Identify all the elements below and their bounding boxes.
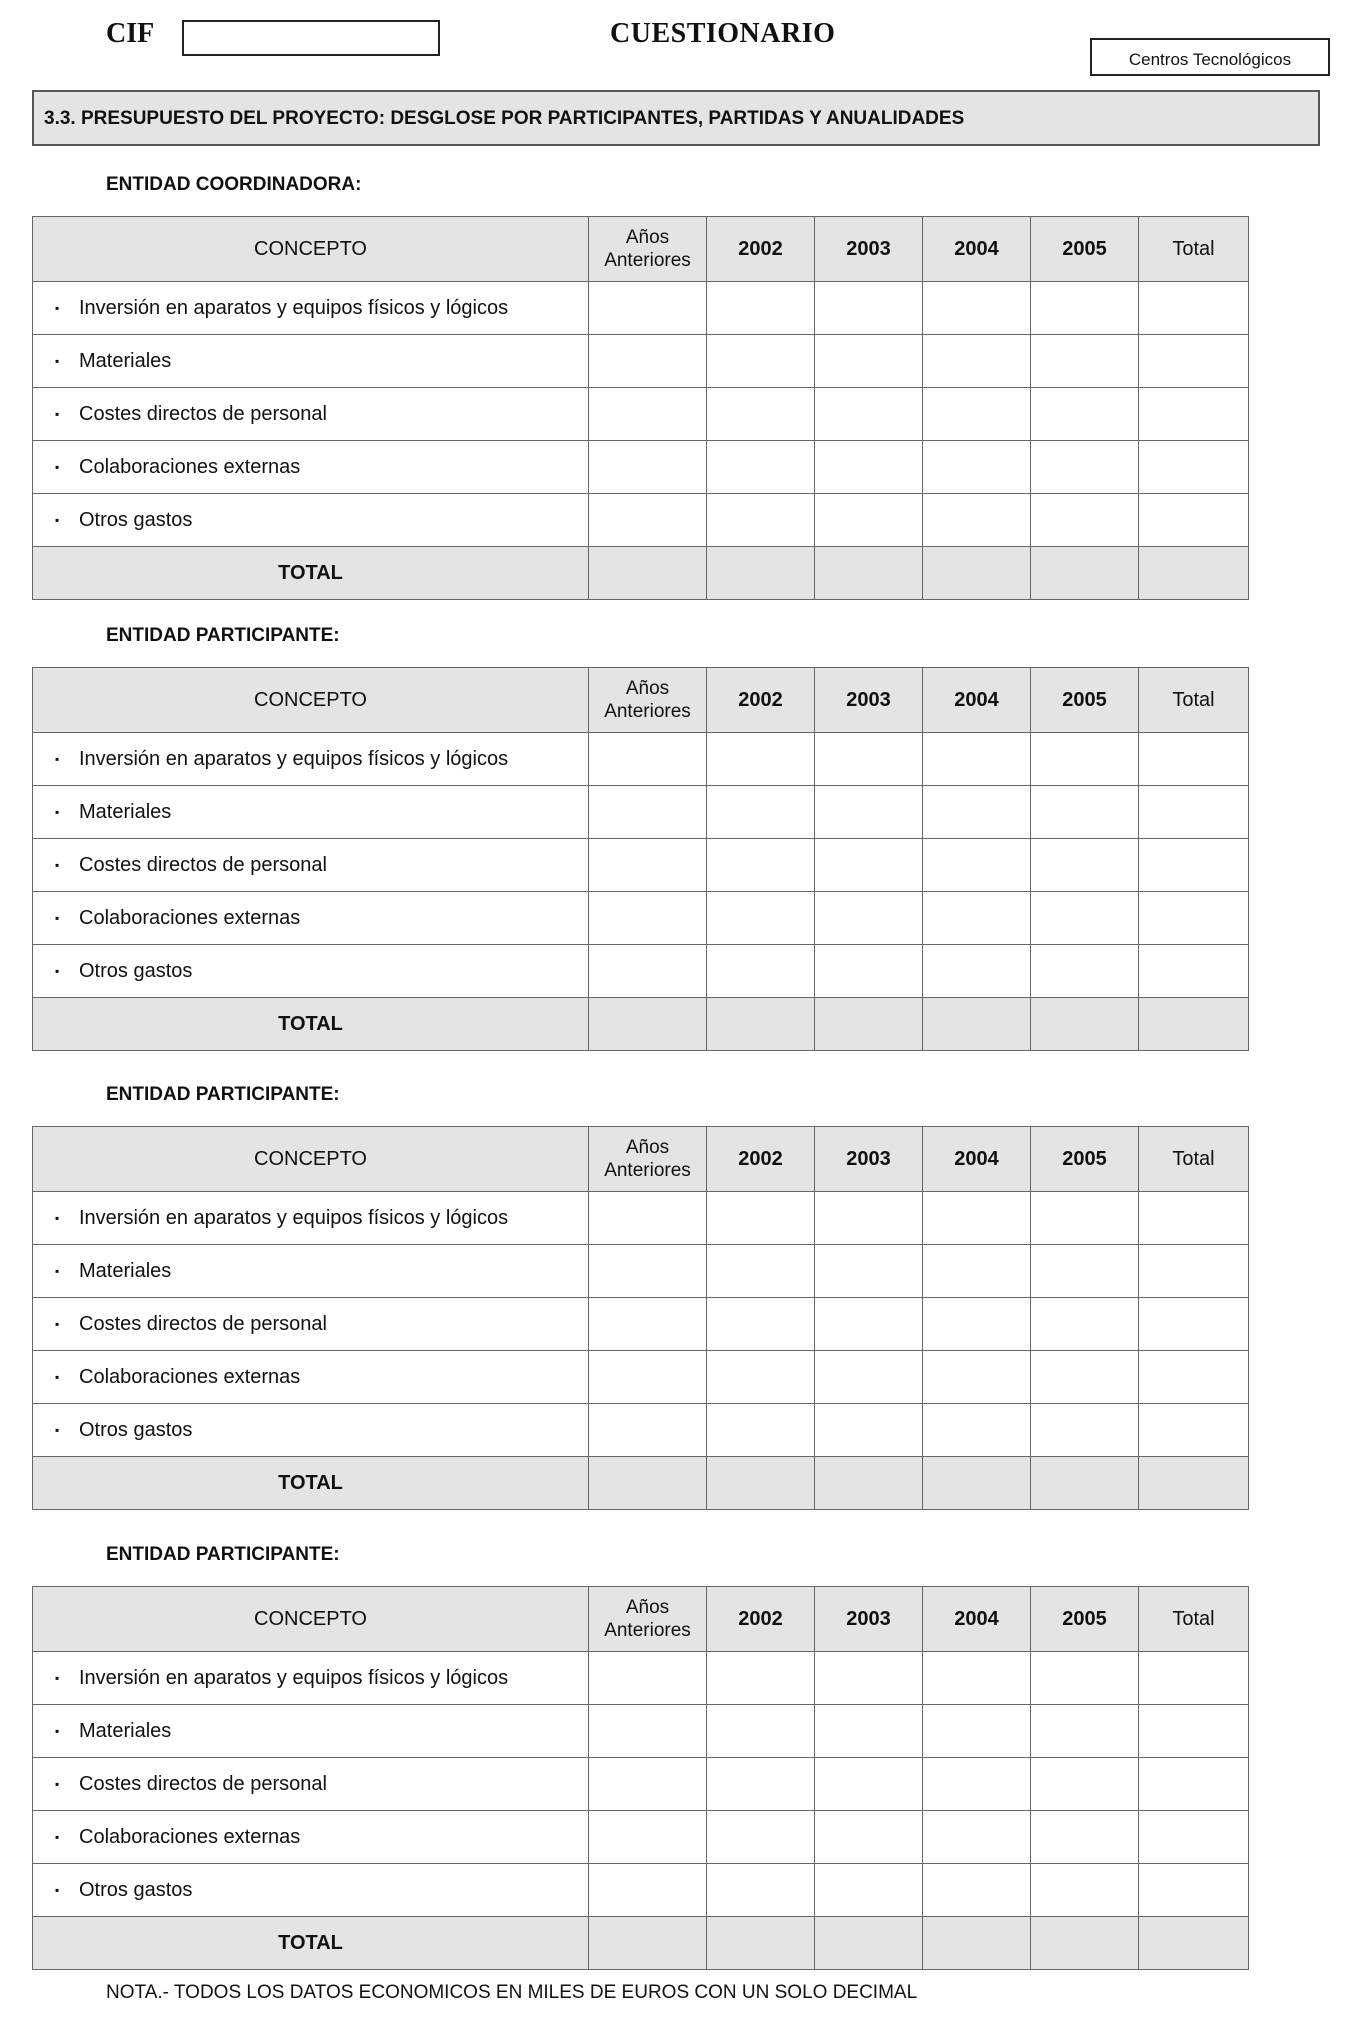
total-amount-cell[interactable] [1139, 1917, 1249, 1970]
column-header-year: 2004 [923, 668, 1031, 733]
row-label: Otros gastos [79, 508, 193, 531]
amount-cell[interactable] [923, 1298, 1031, 1351]
table-row [33, 733, 1249, 786]
column-header-total: Total [1139, 1127, 1249, 1192]
amount-cell[interactable] [923, 1351, 1031, 1404]
amount-cell[interactable] [589, 282, 707, 335]
table-row [33, 1705, 1249, 1758]
bullet-icon: ▪ [55, 1423, 60, 1438]
column-header-anos-anteriores [589, 217, 707, 282]
column-header-year: 2005 [1031, 217, 1139, 282]
amount-cell[interactable] [923, 733, 1031, 786]
row-label: Materiales [79, 1259, 172, 1282]
table-header-row [33, 668, 1249, 733]
amount-cell[interactable] [1031, 892, 1139, 945]
total-label: TOTAL [33, 547, 589, 600]
entity-participant-heading: ENTIDAD PARTICIPANTE: [106, 1084, 340, 1105]
amount-cell[interactable] [923, 786, 1031, 839]
amount-cell[interactable] [707, 839, 815, 892]
budget-table [32, 1126, 1249, 1510]
column-header-year: 2003 [815, 668, 923, 733]
total-amount-cell[interactable] [589, 1457, 707, 1510]
total-amount-cell[interactable] [707, 1917, 815, 1970]
table-row [33, 494, 1249, 547]
bullet-icon: ▪ [55, 1883, 60, 1898]
amount-cell[interactable] [1139, 1192, 1249, 1245]
cif-label: CIF [106, 18, 155, 49]
column-header-concepto: CONCEPTO [33, 1127, 589, 1192]
amount-cell[interactable] [589, 1245, 707, 1298]
row-concept [33, 1652, 589, 1705]
bullet-icon: ▪ [55, 964, 60, 979]
amount-cell[interactable] [1031, 1351, 1139, 1404]
amount-cell[interactable] [1139, 388, 1249, 441]
table-row [33, 892, 1249, 945]
amount-cell[interactable] [589, 1758, 707, 1811]
row-concept [33, 1758, 589, 1811]
table-row [33, 1758, 1249, 1811]
column-header-anos-line2: Anteriores [604, 701, 691, 722]
total-amount-cell[interactable] [815, 1917, 923, 1970]
amount-cell[interactable] [1031, 1245, 1139, 1298]
footnote: NOTA.- TODOS LOS DATOS ECONOMICOS EN MILES DE EUROS CON UN SOLO DECIMAL [106, 1982, 918, 2003]
amount-cell[interactable] [923, 441, 1031, 494]
row-label: Colaboraciones externas [79, 455, 301, 478]
column-header-year: 2003 [815, 1587, 923, 1652]
amount-cell[interactable] [589, 892, 707, 945]
total-amount-cell[interactable] [1139, 998, 1249, 1051]
amount-cell[interactable] [1139, 945, 1249, 998]
row-label: Costes directos de personal [79, 1772, 327, 1795]
amount-cell[interactable] [815, 441, 923, 494]
amount-cell[interactable] [589, 441, 707, 494]
total-row [33, 998, 1249, 1051]
amount-cell[interactable] [707, 1652, 815, 1705]
amount-cell[interactable] [589, 1652, 707, 1705]
row-concept [33, 494, 589, 547]
column-header-anos-line2: Anteriores [604, 250, 691, 271]
column-header-anos-anteriores [589, 1127, 707, 1192]
amount-cell[interactable] [1139, 786, 1249, 839]
column-header-year: 2003 [815, 217, 923, 282]
row-label: Colaboraciones externas [79, 906, 301, 929]
section-title: 3.3. PRESUPUESTO DEL PROYECTO: DESGLOSE POR PARTICIPANTES, PARTIDAS Y ANUALIDADES [32, 90, 1320, 146]
amount-cell[interactable] [589, 494, 707, 547]
bullet-icon: ▪ [55, 354, 60, 369]
total-row [33, 547, 1249, 600]
amount-cell[interactable] [1031, 839, 1139, 892]
amount-cell[interactable] [707, 786, 815, 839]
row-concept [33, 1404, 589, 1457]
total-amount-cell[interactable] [1031, 1917, 1139, 1970]
amount-cell[interactable] [815, 1864, 923, 1917]
table-row [33, 786, 1249, 839]
amount-cell[interactable] [589, 733, 707, 786]
total-amount-cell[interactable] [707, 547, 815, 600]
document-title: CUESTIONARIO [610, 18, 836, 49]
column-header-total: Total [1139, 668, 1249, 733]
row-label: Otros gastos [79, 959, 193, 982]
total-amount-cell[interactable] [1031, 547, 1139, 600]
amount-cell[interactable] [923, 1864, 1031, 1917]
amount-cell[interactable] [923, 1652, 1031, 1705]
row-label: Costes directos de personal [79, 853, 327, 876]
budget-table [32, 667, 1249, 1051]
amount-cell[interactable] [707, 945, 815, 998]
amount-cell[interactable] [707, 1298, 815, 1351]
amount-cell[interactable] [1031, 1705, 1139, 1758]
row-concept [33, 1705, 589, 1758]
amount-cell[interactable] [707, 1351, 815, 1404]
table-row [33, 1811, 1249, 1864]
amount-cell[interactable] [1139, 282, 1249, 335]
total-amount-cell[interactable] [815, 1457, 923, 1510]
table-row [33, 282, 1249, 335]
amount-cell[interactable] [815, 1811, 923, 1864]
amount-cell[interactable] [589, 1404, 707, 1457]
amount-cell[interactable] [1031, 1811, 1139, 1864]
amount-cell[interactable] [1031, 335, 1139, 388]
column-header-year: 2002 [707, 217, 815, 282]
bullet-icon: ▪ [55, 460, 60, 475]
column-header-year: 2004 [923, 217, 1031, 282]
amount-cell[interactable] [707, 282, 815, 335]
amount-cell[interactable] [1139, 1864, 1249, 1917]
row-label: Otros gastos [79, 1878, 193, 1901]
column-header-anos-line1: Años [625, 227, 670, 248]
total-amount-cell[interactable] [1139, 1457, 1249, 1510]
total-amount-cell[interactable] [1031, 1457, 1139, 1510]
amount-cell[interactable] [923, 839, 1031, 892]
amount-cell[interactable] [923, 494, 1031, 547]
amount-cell[interactable] [1139, 1758, 1249, 1811]
row-label: Otros gastos [79, 1418, 193, 1441]
entity-participant-heading: ENTIDAD PARTICIPANTE: [106, 625, 340, 646]
amount-cell[interactable] [923, 1705, 1031, 1758]
table-row [33, 1298, 1249, 1351]
amount-cell[interactable] [1139, 839, 1249, 892]
column-header-anos-line2: Anteriores [604, 1620, 691, 1641]
amount-cell[interactable] [707, 1864, 815, 1917]
total-amount-cell[interactable] [815, 547, 923, 600]
amount-cell[interactable] [1139, 335, 1249, 388]
row-concept [33, 733, 589, 786]
amount-cell[interactable] [1139, 1404, 1249, 1457]
row-concept [33, 1864, 589, 1917]
amount-cell[interactable] [1031, 733, 1139, 786]
column-header-total: Total [1139, 217, 1249, 282]
amount-cell[interactable] [707, 1811, 815, 1864]
amount-cell[interactable] [923, 282, 1031, 335]
amount-cell[interactable] [1031, 441, 1139, 494]
amount-cell[interactable] [1031, 1298, 1139, 1351]
amount-cell[interactable] [815, 388, 923, 441]
amount-cell[interactable] [815, 945, 923, 998]
amount-cell[interactable] [1031, 1864, 1139, 1917]
amount-cell[interactable] [815, 839, 923, 892]
total-amount-cell[interactable] [707, 1457, 815, 1510]
bullet-icon: ▪ [55, 1777, 60, 1792]
column-header-year: 2004 [923, 1127, 1031, 1192]
amount-cell[interactable] [707, 733, 815, 786]
column-header-year: 2004 [923, 1587, 1031, 1652]
table-row [33, 388, 1249, 441]
bullet-icon: ▪ [55, 911, 60, 926]
amount-cell[interactable] [923, 388, 1031, 441]
total-amount-cell[interactable] [815, 998, 923, 1051]
amount-cell[interactable] [1031, 1758, 1139, 1811]
amount-cell[interactable] [1139, 1351, 1249, 1404]
amount-cell[interactable] [923, 1758, 1031, 1811]
row-concept [33, 1811, 589, 1864]
amount-cell[interactable] [589, 1192, 707, 1245]
amount-cell[interactable] [923, 1404, 1031, 1457]
row-concept [33, 839, 589, 892]
amount-cell[interactable] [923, 1245, 1031, 1298]
row-label: Colaboraciones externas [79, 1365, 301, 1388]
amount-cell[interactable] [815, 1652, 923, 1705]
row-concept [33, 1351, 589, 1404]
bullet-icon: ▪ [55, 1671, 60, 1686]
bullet-icon: ▪ [55, 752, 60, 767]
row-concept [33, 388, 589, 441]
row-label: Inversión en aparatos y equipos físicos y lógicos [79, 1666, 509, 1689]
total-amount-cell[interactable] [1139, 547, 1249, 600]
row-concept [33, 945, 589, 998]
table-row [33, 945, 1249, 998]
amount-cell[interactable] [1031, 282, 1139, 335]
row-concept [33, 1298, 589, 1351]
amount-cell[interactable] [923, 335, 1031, 388]
amount-cell[interactable] [1139, 441, 1249, 494]
amount-cell[interactable] [1139, 892, 1249, 945]
row-concept [33, 1192, 589, 1245]
row-concept [33, 335, 589, 388]
row-label: Costes directos de personal [79, 402, 327, 425]
row-label: Materiales [79, 800, 172, 823]
table-row [33, 1652, 1249, 1705]
column-header-total: Total [1139, 1587, 1249, 1652]
column-header-anos-anteriores [589, 668, 707, 733]
bullet-icon: ▪ [55, 513, 60, 528]
amount-cell[interactable] [589, 1351, 707, 1404]
amount-cell[interactable] [1139, 1298, 1249, 1351]
amount-cell[interactable] [815, 786, 923, 839]
amount-cell[interactable] [589, 335, 707, 388]
amount-cell[interactable] [1139, 494, 1249, 547]
total-amount-cell[interactable] [1031, 998, 1139, 1051]
amount-cell[interactable] [815, 282, 923, 335]
amount-cell[interactable] [815, 1192, 923, 1245]
amount-cell[interactable] [707, 335, 815, 388]
column-header-anos-line2: Anteriores [604, 1160, 691, 1181]
row-concept [33, 441, 589, 494]
row-label: Materiales [79, 1719, 172, 1742]
amount-cell[interactable] [707, 1192, 815, 1245]
row-label: Colaboraciones externas [79, 1825, 301, 1848]
table-header-row [33, 217, 1249, 282]
column-header-concepto: CONCEPTO [33, 217, 589, 282]
total-amount-cell[interactable] [923, 547, 1031, 600]
amount-cell[interactable] [815, 1705, 923, 1758]
column-header-year: 2005 [1031, 668, 1139, 733]
amount-cell[interactable] [923, 1192, 1031, 1245]
total-label: TOTAL [33, 998, 589, 1051]
bullet-icon: ▪ [55, 407, 60, 422]
table-row [33, 1192, 1249, 1245]
total-label: TOTAL [33, 1917, 589, 1970]
amount-cell[interactable] [1031, 494, 1139, 547]
total-amount-cell[interactable] [923, 998, 1031, 1051]
total-amount-cell[interactable] [589, 1917, 707, 1970]
amount-cell[interactable] [707, 892, 815, 945]
total-amount-cell[interactable] [707, 998, 815, 1051]
row-label: Inversión en aparatos y equipos físicos y lógicos [79, 296, 509, 319]
bullet-icon: ▪ [55, 1317, 60, 1332]
total-amount-cell[interactable] [589, 998, 707, 1051]
column-header-year: 2002 [707, 1127, 815, 1192]
amount-cell[interactable] [1031, 1192, 1139, 1245]
table-row [33, 1351, 1249, 1404]
row-concept [33, 786, 589, 839]
amount-cell[interactable] [923, 892, 1031, 945]
amount-cell[interactable] [707, 388, 815, 441]
column-header-anos-line1: Años [625, 1137, 670, 1158]
table-header-row [33, 1127, 1249, 1192]
amount-cell[interactable] [1139, 733, 1249, 786]
budget-table [32, 1586, 1249, 1970]
amount-cell[interactable] [589, 839, 707, 892]
amount-cell[interactable] [1139, 1245, 1249, 1298]
amount-cell[interactable] [815, 733, 923, 786]
column-header-anos-line1: Años [625, 678, 670, 699]
column-header-anos-line1: Años [625, 1597, 670, 1618]
bullet-icon: ▪ [55, 805, 60, 820]
cif-input[interactable] [182, 20, 440, 56]
amount-cell[interactable] [707, 441, 815, 494]
table-row [33, 1864, 1249, 1917]
bullet-icon: ▪ [55, 1264, 60, 1279]
amount-cell[interactable] [1139, 1652, 1249, 1705]
row-concept [33, 1245, 589, 1298]
amount-cell[interactable] [815, 335, 923, 388]
bullet-icon: ▪ [55, 858, 60, 873]
bullet-icon: ▪ [55, 301, 60, 316]
total-amount-cell[interactable] [923, 1457, 1031, 1510]
amount-cell[interactable] [923, 1811, 1031, 1864]
amount-cell[interactable] [707, 1404, 815, 1457]
row-concept [33, 892, 589, 945]
amount-cell[interactable] [589, 388, 707, 441]
column-header-year: 2002 [707, 668, 815, 733]
row-concept [33, 282, 589, 335]
total-label: TOTAL [33, 1457, 589, 1510]
column-header-concepto: CONCEPTO [33, 668, 589, 733]
bullet-icon: ▪ [55, 1370, 60, 1385]
table-header-row [33, 1587, 1249, 1652]
amount-cell[interactable] [815, 1758, 923, 1811]
column-header-year: 2003 [815, 1127, 923, 1192]
row-label: Costes directos de personal [79, 1312, 327, 1335]
amount-cell[interactable] [815, 1298, 923, 1351]
amount-cell[interactable] [1031, 945, 1139, 998]
column-header-year: 2005 [1031, 1587, 1139, 1652]
bullet-icon: ▪ [55, 1830, 60, 1845]
amount-cell[interactable] [589, 1298, 707, 1351]
row-label: Materiales [79, 349, 172, 372]
amount-cell[interactable] [707, 1705, 815, 1758]
bullet-icon: ▪ [55, 1211, 60, 1226]
program-badge: Centros Tecnológicos [1090, 38, 1330, 76]
total-amount-cell[interactable] [923, 1917, 1031, 1970]
table-row [33, 1245, 1249, 1298]
table-row [33, 1404, 1249, 1457]
amount-cell[interactable] [1031, 1404, 1139, 1457]
row-label: Inversión en aparatos y equipos físicos y lógicos [79, 747, 509, 770]
row-label: Inversión en aparatos y equipos físicos y lógicos [79, 1206, 509, 1229]
bullet-icon: ▪ [55, 1724, 60, 1739]
amount-cell[interactable] [1031, 388, 1139, 441]
column-header-year: 2005 [1031, 1127, 1139, 1192]
amount-cell[interactable] [589, 1705, 707, 1758]
amount-cell[interactable] [1139, 1705, 1249, 1758]
amount-cell[interactable] [1031, 786, 1139, 839]
table-row [33, 839, 1249, 892]
amount-cell[interactable] [707, 1758, 815, 1811]
amount-cell[interactable] [923, 945, 1031, 998]
budget-table [32, 216, 1249, 600]
total-amount-cell[interactable] [589, 547, 707, 600]
amount-cell[interactable] [589, 945, 707, 998]
amount-cell[interactable] [1031, 1652, 1139, 1705]
amount-cell[interactable] [589, 786, 707, 839]
amount-cell[interactable] [815, 1351, 923, 1404]
table-row [33, 335, 1249, 388]
amount-cell[interactable] [815, 892, 923, 945]
table-row [33, 441, 1249, 494]
total-row [33, 1917, 1249, 1970]
amount-cell[interactable] [1139, 1811, 1249, 1864]
amount-cell[interactable] [589, 1864, 707, 1917]
amount-cell[interactable] [707, 1245, 815, 1298]
amount-cell[interactable] [589, 1811, 707, 1864]
amount-cell[interactable] [707, 494, 815, 547]
column-header-year: 2002 [707, 1587, 815, 1652]
total-row [33, 1457, 1249, 1510]
amount-cell[interactable] [815, 1404, 923, 1457]
entity-participant-heading: ENTIDAD PARTICIPANTE: [106, 1544, 340, 1565]
entity-coordinator-heading: ENTIDAD COORDINADORA: [106, 174, 362, 195]
column-header-anos-anteriores [589, 1587, 707, 1652]
amount-cell[interactable] [815, 1245, 923, 1298]
amount-cell[interactable] [815, 494, 923, 547]
column-header-concepto: CONCEPTO [33, 1587, 589, 1652]
